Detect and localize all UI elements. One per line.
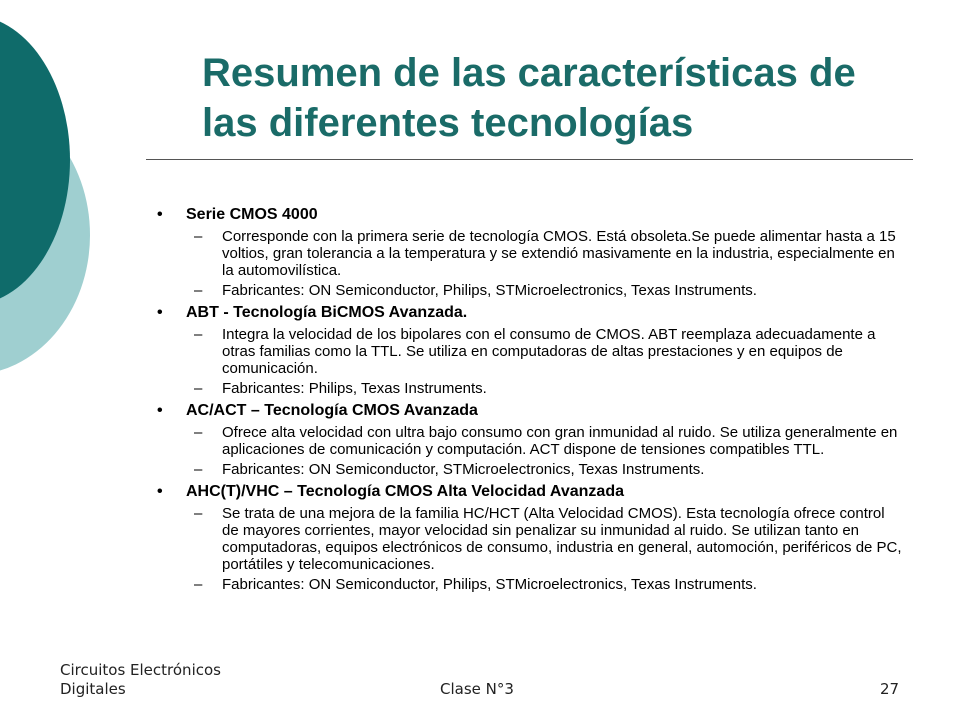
item-detail: Corresponde con la primera serie de tecnología CMOS. Está obsoleta.Se puede alimentar hasta a 15 voltios, gran tolerancia a la temperatura y se extendió masivamente en la industria, especialmente en la automovilística. [222, 228, 896, 279]
dash-marker: – [194, 461, 203, 478]
list-item [157, 303, 902, 397]
dash-marker: – [194, 282, 203, 299]
bullet-marker: • [157, 304, 163, 321]
page-number: 27 [880, 680, 900, 698]
bullet-marker: • [157, 402, 163, 419]
bullet-marker: • [157, 206, 163, 223]
item-detail: Fabricantes: ON Semiconductor, Philips, STMicroelectronics, Texas Instruments. [222, 576, 757, 593]
item-detail: Fabricantes: ON Semiconductor, STMicroelectronics, Texas Instruments. [222, 461, 705, 478]
title-divider [146, 159, 913, 160]
dash-marker: – [194, 424, 203, 441]
dash-marker: – [194, 505, 203, 522]
item-detail: Fabricantes: Philips, Texas Instruments. [222, 380, 487, 397]
item-detail: Fabricantes: ON Semiconductor, Philips, STMicroelectronics, Texas Instruments. [222, 282, 757, 299]
bullet-list [157, 205, 902, 597]
bullet-marker: • [157, 483, 163, 500]
list-item [157, 482, 902, 593]
item-heading: Serie CMOS 4000 [186, 206, 318, 223]
item-heading: AC/ACT – Tecnología CMOS Avanzada [186, 402, 478, 419]
footer-lesson: Clase N°3 [440, 680, 514, 698]
item-detail: Ofrece alta velocidad con ultra bajo consumo con gran inmunidad al ruido. Se utiliza generalmente en aplicaciones de comunicación y computación. ACT dispone de tensiones compatibles TTL. [222, 424, 898, 458]
slide-title: Resumen de las características de las diferentes tecnologías [202, 51, 856, 145]
dash-marker: – [194, 576, 203, 593]
list-item [157, 401, 902, 478]
item-detail: Se trata de una mejora de la familia HC/HCT (Alta Velocidad CMOS). Esta tecnología ofrece control de mayores corrientes, mayor velocidad sin penalizar su inmunidad al ruido. Se utilizan tanto en computadoras, equipos electrónicos de consumo, industria en general, automoción, periféricos de PC, portátiles y telecomunicaciones. [222, 505, 902, 573]
dash-marker: – [194, 380, 203, 397]
item-heading: ABT - Tecnología BiCMOS Avanzada. [186, 304, 468, 321]
list-item [157, 205, 902, 299]
dash-marker: – [194, 228, 203, 245]
footer-course: Circuitos Electrónicos Digitales [60, 661, 221, 698]
dash-marker: – [194, 326, 203, 343]
item-heading: AHC(T)/VHC – Tecnología CMOS Alta Velocidad Avanzada [186, 483, 624, 500]
item-detail: Integra la velocidad de los bipolares con el consumo de CMOS. ABT reemplaza adecuadamente a otras familias como la TTL. Se utiliza en computadoras de altas prestaciones y en equipos de comunicación. [222, 326, 876, 377]
